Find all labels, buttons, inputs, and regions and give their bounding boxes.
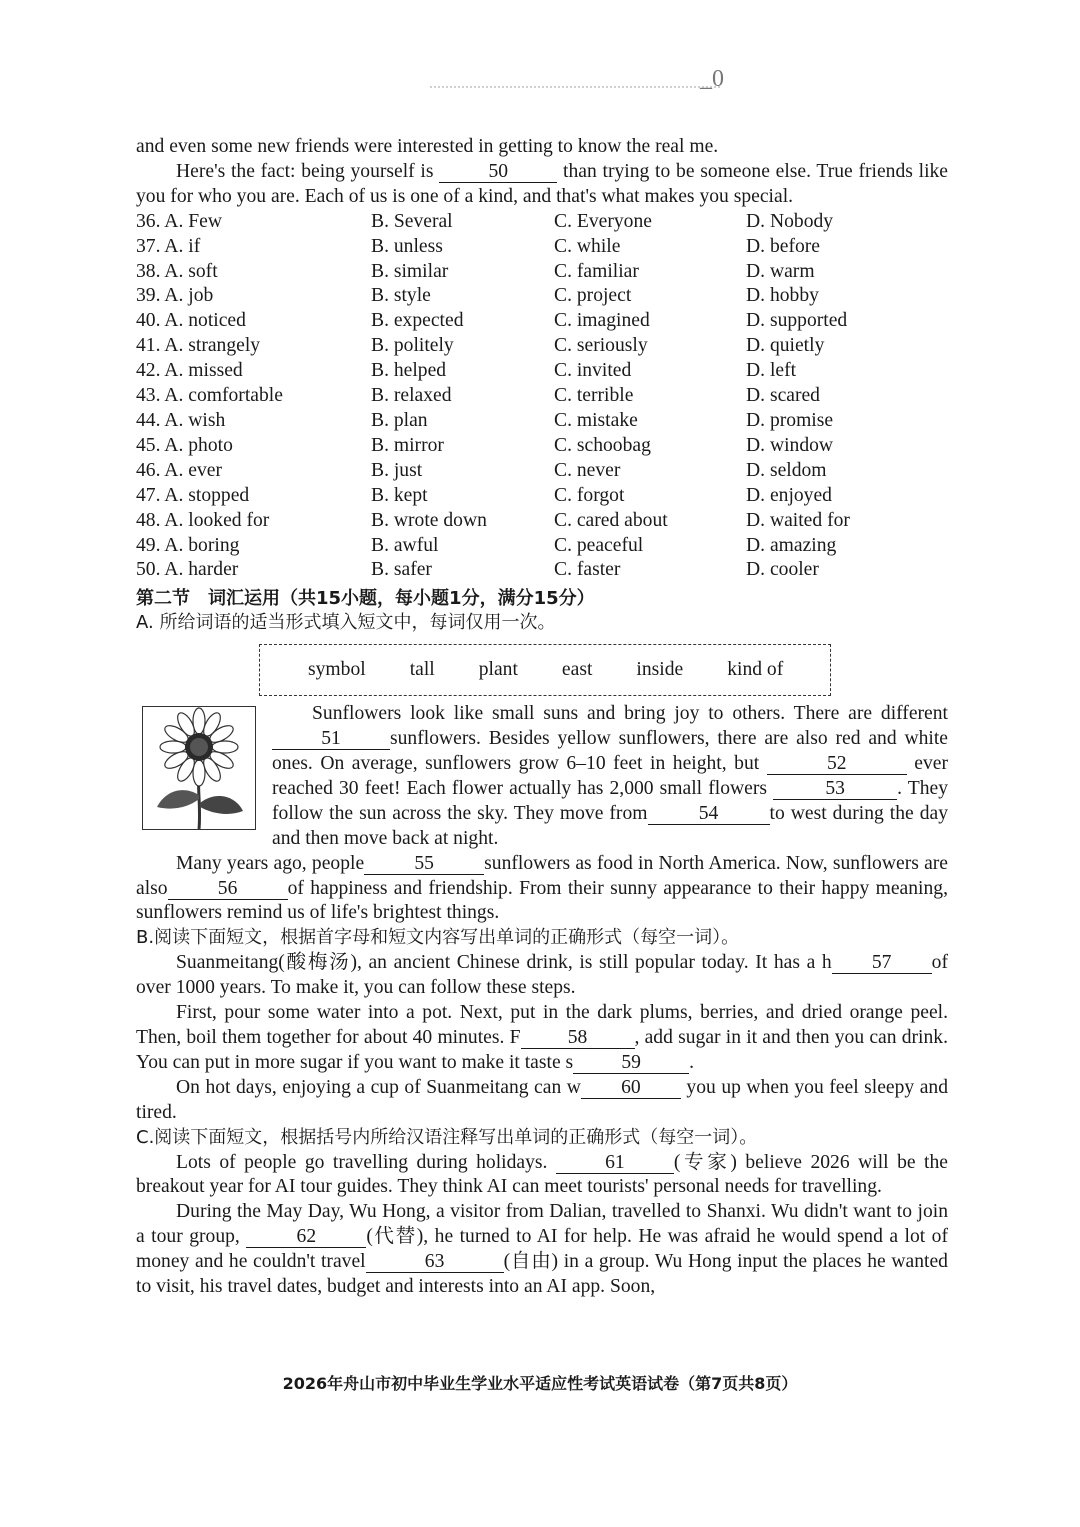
option-row [136, 235, 948, 260]
option-a: 43. A. comfortable [136, 385, 283, 407]
option-c: C. never [554, 459, 621, 481]
option-row [136, 260, 948, 285]
blank-61[interactable]: 61 [556, 1153, 674, 1174]
option-a: 47. A. stopped [136, 484, 250, 506]
option-b: B. plan [371, 409, 428, 431]
option-c: C. seriously [554, 335, 648, 357]
option-d: D. window [746, 434, 834, 456]
option-a: 41. A. strangely [136, 335, 261, 357]
option-c: C. while [554, 235, 621, 257]
option-row [136, 509, 948, 534]
option-d: D. left [746, 360, 797, 382]
option-a: 44. A. wish [136, 409, 226, 431]
option-row [136, 434, 948, 459]
word-bank-item: symbol [308, 658, 366, 680]
option-b: B. style [371, 285, 431, 307]
option-row [136, 459, 948, 484]
option-b: B. relaxed [371, 385, 452, 407]
option-a: 45. A. photo [136, 434, 233, 456]
suanmeitang-paragraph-1: Suanmeitang(酸梅汤), an ancient Chinese drink, is still popular today. It has a h 57 of over 1000 years. To make it, you can follow these steps. [136, 952, 948, 999]
option-a: 39. A. job [136, 285, 214, 307]
option-d: D. scared [746, 385, 820, 407]
option-row [136, 384, 948, 409]
option-b: B. awful [371, 534, 439, 556]
option-row [136, 558, 948, 583]
part-c-instruction: C.阅读下面短文，根据括号内所给汉语注释写出单词的正确形式（每空一词）。 [136, 1126, 758, 1148]
option-row [136, 409, 948, 434]
sunflower-illustration [142, 706, 256, 830]
option-a: 38. A. soft [136, 260, 218, 282]
suanmeitang-paragraph-3: On hot days, enjoying a cup of Suanmeitang can w 60 you up when you feel sleepy and tired. [136, 1076, 948, 1123]
option-row [136, 484, 948, 509]
blank-54[interactable]: 54 [648, 804, 770, 825]
option-c: C. project [554, 285, 632, 307]
word-bank [259, 644, 831, 696]
blank-60[interactable]: 60 [581, 1078, 681, 1099]
blank-51[interactable]: 51 [272, 729, 390, 750]
option-d: D. seldom [746, 459, 827, 481]
option-d: D. warm [746, 260, 815, 282]
option-d: D. Nobody [746, 210, 834, 232]
passage-line: and even some new friends were interested in getting to know the real me. [136, 136, 719, 157]
part-b-instruction: B.阅读下面短文，根据首字母和短文内容写出单词的正确形式（每空一词）。 [136, 927, 740, 949]
option-row [136, 534, 948, 559]
option-c: C. mistake [554, 409, 638, 431]
blank-62[interactable]: 62 [246, 1227, 366, 1248]
option-b: B. unless [371, 235, 443, 257]
option-row [136, 284, 948, 309]
option-a: 46. A. ever [136, 459, 222, 481]
option-d: D. before [746, 235, 820, 257]
exam-body [136, 135, 948, 1300]
ai-paragraph-1: Lots of people go travelling during holidays. 61 (专家) believe 2026 will be the breakout year for AI tour guides. They think AI can meet tourists' personal needs for travelling. [136, 1151, 948, 1198]
option-d: D. waited for [746, 509, 850, 531]
option-row [136, 309, 948, 334]
blank-50[interactable]: 50 [439, 162, 557, 183]
option-d: D. amazing [746, 534, 837, 556]
blank-59[interactable]: 59 [573, 1053, 689, 1074]
page-corner-mark: _0 [700, 66, 724, 92]
option-d: D. quietly [746, 335, 825, 357]
option-a: 49. A. boring [136, 534, 240, 556]
word-bank-item: plant [478, 658, 518, 680]
option-d: D. supported [746, 310, 848, 332]
option-b: B. helped [371, 360, 447, 382]
blank-57[interactable]: 57 [832, 953, 932, 974]
option-d: D. cooler [746, 559, 819, 581]
option-a: 48. A. looked for [136, 509, 270, 531]
option-c: C. peaceful [554, 534, 644, 556]
option-c: C. cared about [554, 509, 668, 531]
option-row [136, 359, 948, 384]
passage-paragraph: Here's the fact: being yourself is 50 than trying to be someone else. True friends like you for who you are. Each of us is one of a kind, and that's what makes you special. [136, 160, 949, 207]
option-b: B. just [371, 459, 423, 481]
sunflower-paragraph: Sunflowers look like small suns and bring joy to others. There are different 51 sunflowers. Besides yellow sunflowers, there are also red and white ones. On average, sunflowers grow 6–10 feet in height, but 52 ever reached 30 feet! Each flower actually has 2,000 small flowers 53 . They follow the sun across the sky. They move from 54 to west during the day and then move back at night. [272, 703, 949, 849]
option-b: B. wrote down [371, 509, 487, 531]
suanmeitang-paragraph-2: First, pour some water into a pot. Next, put in the dark plums, berries, and dried orange peel. Then, boil them together for about 40 minutes. F 58 , add sugar in it and then you can drink. You can put in more sugar if you want to make it taste s 59 . [136, 1002, 948, 1073]
blank-63[interactable]: 63 [366, 1252, 504, 1273]
option-d: D. promise [746, 409, 834, 431]
option-c: C. terrible [554, 385, 634, 407]
option-a: 42. A. missed [136, 360, 243, 382]
scan-smudge [430, 86, 720, 92]
option-d: D. hobby [746, 285, 819, 307]
option-a: 36. A. Few [136, 210, 222, 232]
page-footer: 2026年舟山市初中毕业生学业水平适应性考试英语试卷（第7页共8页） [282, 1374, 798, 1393]
option-c: C. schoobag [554, 434, 651, 456]
sunflower-paragraph-2: Many years ago, people 55 sunflowers as food in North America. Now, sunflowers are also 56 of happiness and friendship. From their sunny appearance to their happy meaning, sunflowers remind us of life's brightest things. [136, 852, 948, 924]
word-bank-item: inside [636, 658, 684, 680]
section-heading: 第二节 词汇运用（共15小题，每小题1分，满分15分） [136, 588, 595, 610]
option-c: C. forgot [554, 484, 625, 506]
blank-55[interactable]: 55 [364, 854, 484, 875]
option-c: C. invited [554, 360, 632, 382]
option-b: B. safer [371, 559, 432, 581]
option-row [136, 334, 948, 359]
option-b: B. expected [371, 310, 464, 332]
option-c: C. Everyone [554, 210, 652, 232]
option-a: 50. A. harder [136, 559, 239, 581]
option-b: B. similar [371, 260, 449, 282]
options-list [136, 210, 948, 584]
option-a: 40. A. noticed [136, 310, 246, 332]
sunflower-passage [136, 702, 948, 851]
option-c: C. faster [554, 559, 621, 581]
option-c: C. familiar [554, 260, 639, 282]
word-bank-item: kind of [727, 658, 784, 680]
blank-52[interactable]: 52 [767, 754, 907, 775]
option-b: B. Several [371, 210, 453, 232]
word-bank-item: tall [409, 658, 435, 680]
part-a-instruction: A. 所给词语的适当形式填入短文中，每词仅用一次。 [136, 612, 556, 634]
option-b: B. mirror [371, 434, 444, 456]
option-b: B. kept [371, 484, 428, 506]
option-a: 37. A. if [136, 235, 201, 257]
blank-58[interactable]: 58 [521, 1028, 635, 1049]
option-d: D. enjoyed [746, 484, 832, 506]
word-bank-item: east [561, 658, 593, 680]
ai-paragraph-2: During the May Day, Wu Hong, a visitor from Dalian, travelled to Shanxi. Wu didn't want to join a tour group, 62 (代替), he turned to AI for help. He was afraid he would spend a lot of money and he couldn't travel 63 (自由) in a group. Wu Hong input the places he wanted to visit, his travel dates, budget and interests into an AI app. Soon, [136, 1201, 949, 1298]
option-b: B. politely [371, 335, 454, 357]
blank-56[interactable]: 56 [168, 879, 288, 900]
option-row [136, 210, 948, 235]
blank-53[interactable]: 53 [773, 779, 897, 800]
option-c: C. imagined [554, 310, 650, 332]
